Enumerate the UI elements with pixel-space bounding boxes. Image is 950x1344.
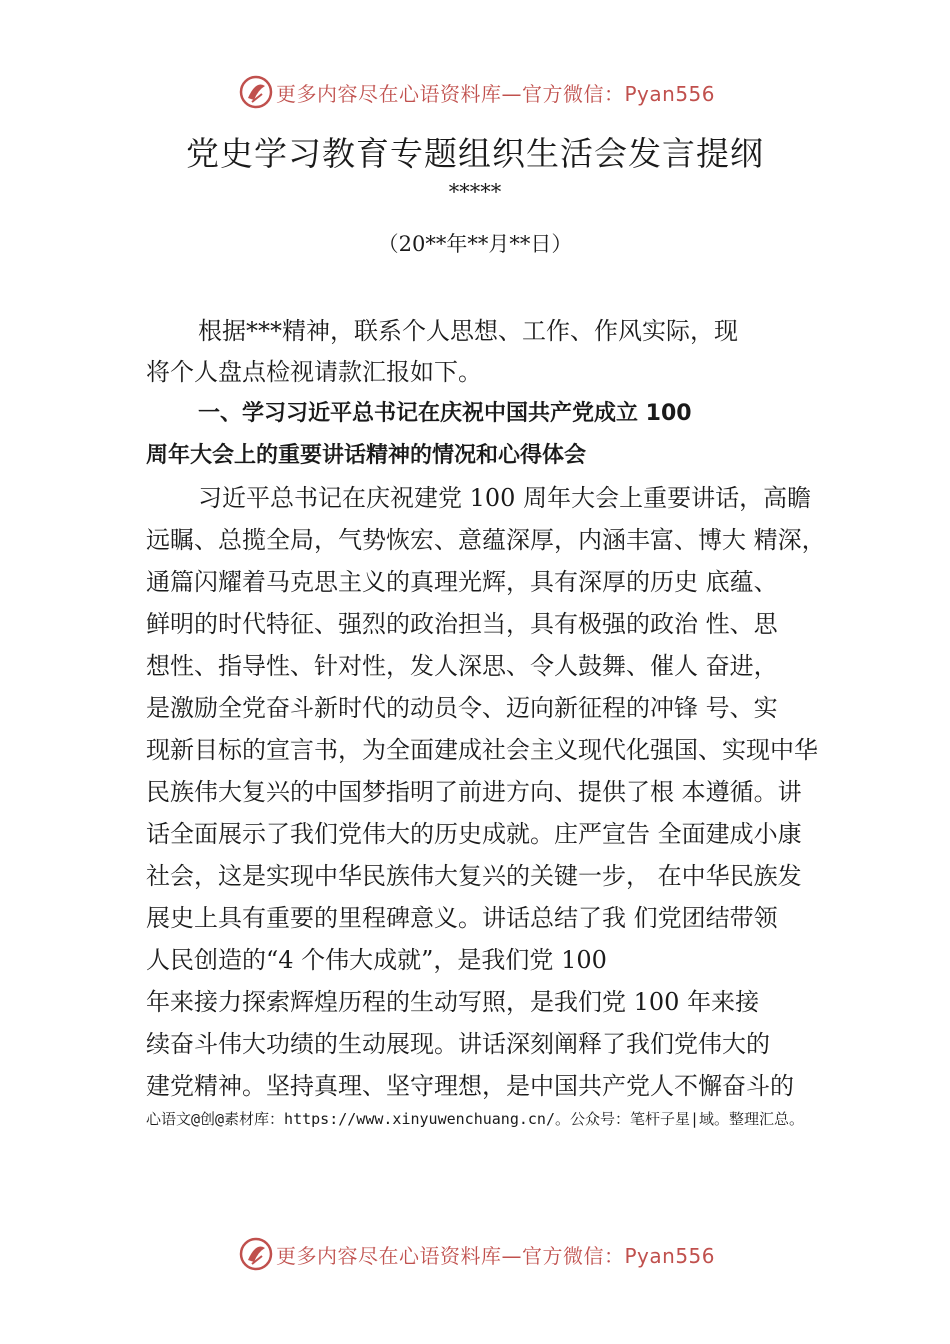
paragraph-line: 话全面展示了我们党伟大的历史成就。庄严宣告 全面建成小康 [146, 820, 802, 848]
paragraph-line: 鲜明的时代特征、强烈的政治担当，具有极强的政治 性、思 [146, 610, 778, 638]
footer-note: 心语文@创@素材库：https://www.xinyuwenchuang.cn/。公众号：笔杆子星|域。整理汇总。 [145, 1110, 805, 1128]
section-heading-line: 周年大会上的重要讲话精神的情况和心得体会 [146, 443, 587, 468]
logo-icon [238, 1236, 274, 1272]
paragraph-line: 民族伟大复兴的中国梦指明了前进方向、提供了根 本遵循。讲 [146, 778, 802, 806]
paragraph-line: 展史上具有重要的里程碑意义。讲话总结了我 们党团结带领 [146, 904, 778, 932]
section-heading-line: 一、学习习近平总书记在庆祝中国共产党成立 100 [198, 401, 692, 426]
top-banner [0, 72, 950, 112]
paragraph-line: 是激励全党奋斗新时代的动员令、迈向新征程的冲锋 号、实 [146, 694, 778, 722]
paragraph-line: 远瞩、总揽全局，气势恢宏、意蕴深厚，内涵丰富、博大 精深， [146, 526, 826, 554]
bottom-banner [0, 1234, 950, 1274]
paragraph-line: 年来接力探索辉煌历程的生动写照，是我们党 100 年来接 [146, 988, 760, 1016]
banner-text: 更多内容尽在心语资料库—官方微信：Pyan556 [276, 82, 716, 106]
paragraph-line: 现新目标的宣言书，为全面建成社会主义现代化强国、实现中华 [146, 736, 818, 764]
paragraph-line: 社会，这是实现中华民族伟大复兴的关键一步， 在中华民族发 [146, 862, 802, 890]
paragraph-line: 习近平总书记在庆祝建党 100 周年大会上重要讲话，高瞻 [198, 484, 812, 512]
paragraph-line: 通篇闪耀着马克思主义的真理光辉，具有深厚的历史 底蕴、 [146, 568, 778, 596]
paragraph-line: 建党精神。坚持真理、坚守理想，是中国共产党人不懈奋斗的 [146, 1072, 794, 1100]
paragraph-line: 将个人盘点检视请款汇报如下。 [146, 358, 482, 386]
paragraph-line: 想性、指导性、针对性，发人深思、令人鼓舞、催人 奋进， [146, 652, 778, 680]
banner-text: 更多内容尽在心语资料库—官方微信：Pyan556 [276, 1244, 716, 1268]
paragraph-line: 根据***精神，联系个人思想、工作、作风实际，现 [198, 317, 738, 345]
paragraph-line: 续奋斗伟大功绩的生动展现。讲话深刻阐释了我们党伟大的 [146, 1030, 770, 1058]
document-date: （20**年**月**日） [377, 232, 573, 256]
logo-icon [238, 74, 274, 110]
paragraph-line: 人民创造的“4 个伟大成就”，是我们党 100 [146, 946, 607, 974]
document-title: 党史学习教育专题组织生活会发言提纲 [186, 134, 764, 173]
document-author: ***** [448, 180, 502, 204]
